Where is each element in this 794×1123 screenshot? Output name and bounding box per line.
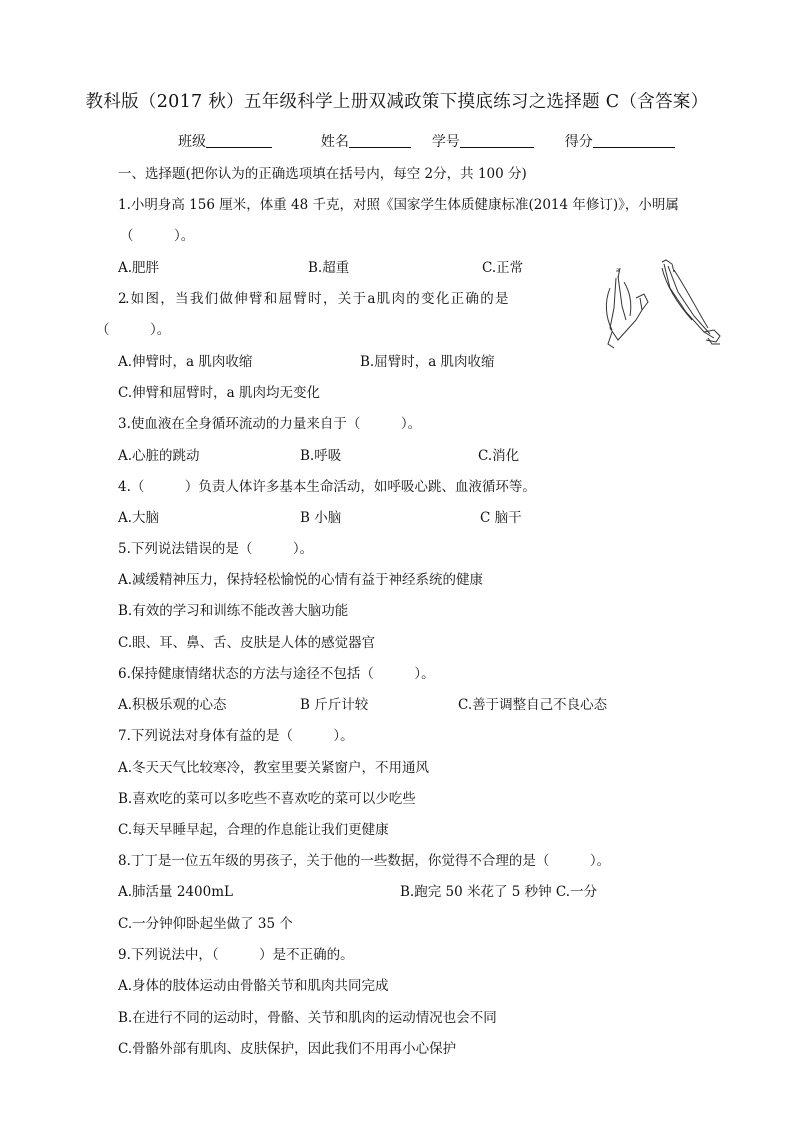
class-label: 班级 — [178, 134, 206, 150]
question-6-stem: 6.保持健康情绪状态的方法与途径不包括（ ）。 — [118, 666, 435, 682]
question-1-option-b: B.超重 — [308, 260, 350, 276]
question-2-option-c: C.伸臂和屈臂时，a 肌肉均无变化 — [118, 385, 320, 401]
question-5-option-c: C.眼、耳、鼻、舌、皮肤是人体的感觉器官 — [118, 635, 376, 651]
question-5-option-a: A.减缓精神压力，保持轻松愉悦的心情有益于神经系统的健康 — [118, 572, 484, 588]
question-3-option-c: C.消化 — [478, 448, 520, 464]
question-6-option-c: C.善于调整自己不良心态 — [458, 697, 608, 713]
page-title: 教科版（2017 秋）五年级科学上册双减政策下摸底练习之选择题 C（含答案） — [85, 92, 709, 112]
question-7-option-a: A.冬天天气比较寒冷，教室里要关紧窗户，不用通风 — [118, 760, 430, 776]
name-blank[interactable] — [349, 133, 411, 148]
id-blank[interactable] — [460, 133, 534, 148]
question-2-option-b: B.屈臂时，a 肌肉收缩 — [360, 354, 495, 370]
question-4-option-a: A.大脑 — [118, 510, 160, 526]
question-2-blank: （ ）。 — [96, 322, 171, 338]
question-4-option-b: B 小脑 — [300, 510, 342, 526]
arm-muscle-illustration — [596, 258, 726, 358]
question-7-option-b: B.喜欢吃的菜可以多吃些不喜欢吃的菜可以少吃些 — [118, 791, 416, 807]
question-3-option-b: B.呼吸 — [300, 448, 342, 464]
score-label: 得分 — [564, 134, 593, 150]
section-heading: 一、选择题(把你认为的正确选项填在括号内，每空 2分，共 100 分) — [118, 166, 527, 182]
question-9-option-c: C.骨骼外部有肌肉、皮肤保护，因此我们不用再小心保护 — [118, 1041, 457, 1057]
question-1-option-c: C.正常 — [482, 260, 524, 276]
name-label: 姓名 — [320, 134, 349, 150]
question-8-option-c: C.一分钟仰卧起坐做了 35 个 — [118, 916, 293, 932]
question-3-option-a: A.心脏的跳动 — [118, 448, 200, 464]
question-4-stem: 4.（ ）负责人体许多基本生命活动，如呼吸心跳、血液循环等。 — [118, 479, 536, 495]
question-8-option-b: B.跑完 50 米花了 5 秒钟 C.一分 — [400, 884, 598, 900]
arm-muscle-figure — [596, 258, 726, 358]
question-2-stem: 2. 如 图 ， 当 我 们 做 伸 臂 和 屈 臂 时 ， 关 于 a 肌 肉 的 变 化 正 确 的 是 — [118, 291, 508, 307]
question-9-option-a: A.身体的肢体运动由骨骼关节和肌肉共同完成 — [118, 978, 389, 994]
question-6-option-a: A.积极乐观的心态 — [118, 697, 227, 713]
question-4-option-c: C 脑干 — [480, 510, 522, 526]
question-8-option-a: A.肺活量 2400mL — [118, 884, 233, 900]
question-1-option-a: A.肥胖 — [118, 260, 160, 276]
question-1-blank: （ ）。 — [120, 228, 195, 244]
question-7-option-c: C.每天早睡早起，合理的作息能让我们更健康 — [118, 822, 389, 838]
class-blank[interactable] — [206, 133, 272, 148]
figure-label-a: a — [616, 267, 620, 274]
question-5-option-b: B.有效的学习和训练不能改善大脑功能 — [118, 603, 349, 619]
question-7-stem: 7.下列说法对身体有益的是（ ）。 — [118, 728, 354, 744]
question-8-stem: 8.丁丁是一位五年级的男孩子，关于他的一些数据，你觉得不合理的是（ ）。 — [118, 853, 611, 869]
question-9-stem: 9.下列说法中，（ ）是不正确的。 — [118, 947, 354, 963]
question-1-stem: 1.小明身高 156 厘米，体重 48 千克，对照《国家学生体质健康标准(2014 年修订)》，小明属 — [118, 197, 679, 213]
question-6-option-b: B 斤斤计较 — [300, 697, 369, 713]
question-3-stem: 3.使血液在全身循环流动的力量来自于（ ）。 — [118, 416, 422, 432]
score-blank[interactable] — [593, 133, 675, 148]
question-2-option-a: A.伸臂时，a 肌肉收缩 — [118, 354, 253, 370]
student-info-row — [178, 131, 675, 151]
question-5-stem: 5.下列说法错误的是（ ）。 — [118, 541, 314, 557]
id-label: 学号 — [431, 134, 460, 150]
question-9-option-b: B.在进行不同的运动时，骨骼、关节和肌肉的运动情况也会不同 — [118, 1010, 497, 1026]
